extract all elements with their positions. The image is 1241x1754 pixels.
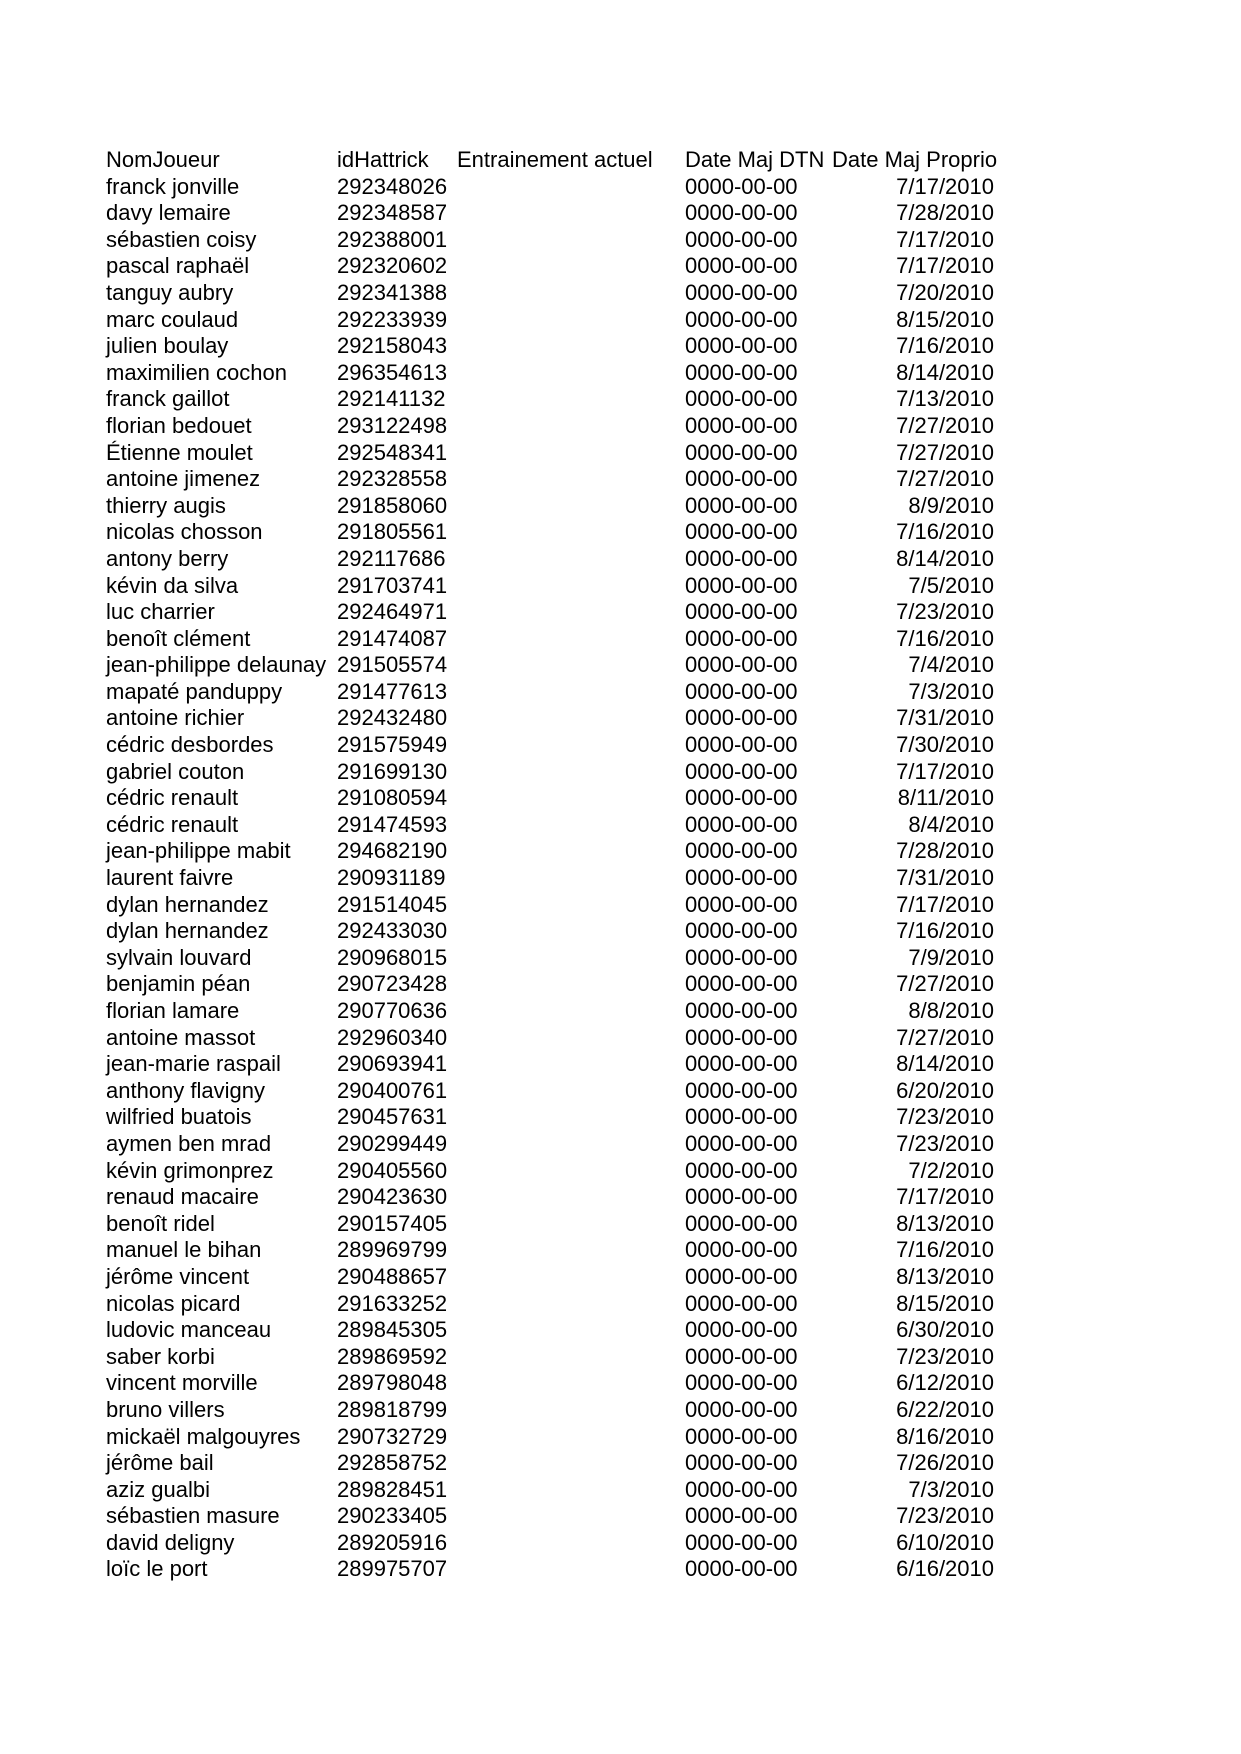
cell-nomjoueur: aziz gualbi — [106, 1476, 210, 1502]
cell-nomjoueur: antoine jimenez — [106, 466, 261, 492]
cell-nomjoueur: jérôme vincent — [106, 1263, 250, 1289]
cell-entrainement — [457, 918, 685, 945]
cell-idhattrick: 289969799 — [337, 1237, 448, 1263]
cell-nomjoueur: antoine massot — [106, 1024, 256, 1050]
cell-idhattrick: 292388001 — [337, 226, 448, 252]
cell-idhattrick: 292464971 — [337, 599, 448, 625]
cell-date-maj-proprio: 7/16/2010 — [896, 333, 994, 359]
cell-nomjoueur: dylan hernandez — [106, 918, 269, 944]
cell-nomjoueur: jean-philippe delaunay — [106, 652, 327, 678]
cell-idhattrick: 289828451 — [337, 1476, 448, 1502]
cell-idhattrick: 296354613 — [337, 359, 448, 385]
cell-date-maj-dtn: 0000-00-00 — [685, 1370, 798, 1396]
cell-date-maj-dtn: 0000-00-00 — [685, 1503, 798, 1529]
cell-idhattrick: 289869592 — [337, 1343, 448, 1369]
cell-date-maj-dtn: 0000-00-00 — [685, 1157, 798, 1183]
cell-date-maj-proprio: 7/17/2010 — [896, 1184, 994, 1210]
cell-idhattrick: 292433030 — [337, 918, 448, 944]
cell-date-maj-dtn: 0000-00-00 — [685, 1130, 798, 1156]
cell-nomjoueur: marc coulaud — [106, 306, 239, 332]
cell-nomjoueur: aymen ben mrad — [106, 1130, 272, 1156]
cell-date-maj-dtn: 0000-00-00 — [685, 1529, 798, 1555]
cell-entrainement — [457, 1211, 685, 1238]
cell-idhattrick: 290723428 — [337, 971, 448, 997]
cell-entrainement — [457, 759, 685, 786]
cell-date-maj-proprio: 6/12/2010 — [896, 1370, 994, 1396]
cell-date-maj-dtn: 0000-00-00 — [685, 1396, 798, 1422]
cell-idhattrick: 290732729 — [337, 1423, 448, 1449]
cell-date-maj-dtn: 0000-00-00 — [685, 1476, 798, 1502]
cell-entrainement — [457, 865, 685, 892]
cell-date-maj-proprio: 7/23/2010 — [896, 1503, 994, 1529]
cell-idhattrick: 290423630 — [337, 1184, 448, 1210]
cell-idhattrick: 292320602 — [337, 253, 448, 279]
cell-idhattrick: 292348587 — [337, 200, 448, 226]
cell-entrainement — [457, 998, 685, 1025]
cell-entrainement — [457, 1051, 685, 1078]
cell-idhattrick: 293122498 — [337, 412, 448, 438]
cell-date-maj-proprio: 7/16/2010 — [896, 918, 994, 944]
cell-entrainement — [457, 1291, 685, 1318]
cell-nomjoueur: thierry augis — [106, 492, 226, 518]
cell-date-maj-proprio: 7/30/2010 — [896, 732, 994, 758]
cell-entrainement — [457, 519, 685, 546]
cell-entrainement — [457, 1370, 685, 1397]
cell-date-maj-proprio: 8/16/2010 — [896, 1423, 994, 1449]
cell-entrainement — [457, 732, 685, 759]
cell-idhattrick: 289205916 — [337, 1529, 448, 1555]
cell-entrainement — [457, 413, 685, 440]
cell-date-maj-dtn: 0000-00-00 — [685, 1184, 798, 1210]
cell-entrainement — [457, 1184, 685, 1211]
cell-date-maj-proprio: 7/3/2010 — [908, 1476, 994, 1502]
cell-idhattrick: 291474087 — [337, 625, 448, 651]
cell-nomjoueur: renaud macaire — [106, 1184, 259, 1210]
cell-nomjoueur: manuel le bihan — [106, 1237, 262, 1263]
cell-date-maj-proprio: 6/16/2010 — [896, 1556, 994, 1582]
cell-entrainement — [457, 1503, 685, 1530]
cell-date-maj-proprio: 8/15/2010 — [896, 1290, 994, 1316]
cell-nomjoueur: laurent faivre — [106, 865, 234, 891]
cell-nomjoueur: tanguy aubry — [106, 279, 234, 305]
cell-idhattrick: 289818799 — [337, 1396, 448, 1422]
cell-date-maj-dtn: 0000-00-00 — [685, 1450, 798, 1476]
cell-date-maj-dtn: 0000-00-00 — [685, 1104, 798, 1130]
cell-entrainement — [457, 1344, 685, 1371]
cell-nomjoueur: wilfried buatois — [106, 1104, 252, 1130]
cell-date-maj-proprio: 7/27/2010 — [896, 466, 994, 492]
cell-nomjoueur: antony berry — [106, 545, 229, 571]
cell-date-maj-dtn: 0000-00-00 — [685, 1024, 798, 1050]
cell-date-maj-proprio: 7/17/2010 — [896, 253, 994, 279]
cell-date-maj-proprio: 7/20/2010 — [896, 279, 994, 305]
cell-date-maj-dtn: 0000-00-00 — [685, 386, 798, 412]
cell-idhattrick: 289798048 — [337, 1370, 448, 1396]
cell-date-maj-dtn: 0000-00-00 — [685, 811, 798, 837]
cell-date-maj-proprio: 8/15/2010 — [896, 306, 994, 332]
cell-entrainement — [457, 626, 685, 653]
cell-nomjoueur: benoît ridel — [106, 1210, 215, 1236]
cell-date-maj-proprio: 7/17/2010 — [896, 173, 994, 199]
cell-date-maj-proprio: 7/17/2010 — [896, 226, 994, 252]
cell-nomjoueur: loïc le port — [106, 1556, 208, 1582]
cell-date-maj-proprio: 7/3/2010 — [908, 678, 994, 704]
cell-date-maj-proprio: 6/30/2010 — [896, 1317, 994, 1343]
cell-nomjoueur: kévin da silva — [106, 572, 239, 598]
cell-date-maj-proprio: 7/28/2010 — [896, 838, 994, 864]
cell-entrainement — [457, 1424, 685, 1451]
cell-nomjoueur: mickaël malgouyres — [106, 1423, 301, 1449]
column-header-nomjoueur: NomJoueur — [106, 147, 220, 172]
cell-date-maj-proprio: 7/9/2010 — [908, 944, 994, 970]
cell-entrainement — [457, 1477, 685, 1504]
cell-entrainement — [457, 812, 685, 839]
cell-date-maj-dtn: 0000-00-00 — [685, 732, 798, 758]
cell-entrainement — [457, 1556, 685, 1583]
cell-date-maj-proprio: 7/31/2010 — [896, 705, 994, 731]
cell-nomjoueur: jérôme bail — [106, 1450, 214, 1476]
column-header-entrainement-actuel: Entrainement actuel — [457, 147, 653, 172]
cell-entrainement — [457, 174, 685, 201]
cell-date-maj-dtn: 0000-00-00 — [685, 599, 798, 625]
cell-date-maj-dtn: 0000-00-00 — [685, 838, 798, 864]
cell-idhattrick: 292158043 — [337, 333, 448, 359]
cell-idhattrick: 291505574 — [337, 652, 448, 678]
cell-date-maj-proprio: 6/22/2010 — [896, 1396, 994, 1422]
cell-nomjoueur: antoine richier — [106, 705, 245, 731]
cell-date-maj-dtn: 0000-00-00 — [685, 466, 798, 492]
cell-idhattrick: 291703741 — [337, 572, 448, 598]
cell-idhattrick: 290157405 — [337, 1210, 448, 1236]
cell-date-maj-dtn: 0000-00-00 — [685, 891, 798, 917]
cell-entrainement — [457, 785, 685, 812]
cell-nomjoueur: anthony flavigny — [106, 1077, 265, 1103]
cell-date-maj-proprio: 7/16/2010 — [896, 625, 994, 651]
cell-nomjoueur: jean-marie raspail — [106, 1051, 281, 1077]
cell-idhattrick: 290400761 — [337, 1077, 448, 1103]
cell-idhattrick: 290968015 — [337, 944, 448, 970]
cell-date-maj-proprio: 7/27/2010 — [896, 439, 994, 465]
cell-nomjoueur: vincent morville — [106, 1370, 258, 1396]
cell-date-maj-proprio: 7/28/2010 — [896, 200, 994, 226]
cell-nomjoueur: luc charrier — [106, 599, 215, 625]
cell-date-maj-proprio: 7/2/2010 — [908, 1157, 994, 1183]
cell-nomjoueur: cédric renault — [106, 785, 239, 811]
cell-date-maj-dtn: 0000-00-00 — [685, 758, 798, 784]
cell-entrainement — [457, 440, 685, 467]
cell-idhattrick: 290693941 — [337, 1051, 448, 1077]
cell-idhattrick: 292328558 — [337, 466, 448, 492]
cell-idhattrick: 291858060 — [337, 492, 448, 518]
cell-idhattrick: 292341388 — [337, 279, 448, 305]
cell-nomjoueur: dylan hernandez — [106, 891, 269, 917]
cell-entrainement — [457, 838, 685, 865]
cell-idhattrick: 290770636 — [337, 998, 448, 1023]
cell-nomjoueur: cédric desbordes — [106, 732, 274, 758]
cell-entrainement — [457, 227, 685, 254]
cell-nomjoueur: nicolas picard — [106, 1290, 241, 1316]
cell-date-maj-dtn: 0000-00-00 — [685, 200, 798, 226]
cell-entrainement — [457, 1450, 685, 1477]
cell-entrainement — [457, 200, 685, 227]
cell-nomjoueur: florian lamare — [106, 998, 240, 1023]
cell-date-maj-proprio: 7/27/2010 — [896, 1024, 994, 1050]
cell-entrainement — [457, 333, 685, 360]
cell-date-maj-proprio: 8/11/2010 — [897, 785, 994, 811]
cell-date-maj-dtn: 0000-00-00 — [685, 1210, 798, 1236]
cell-date-maj-dtn: 0000-00-00 — [685, 918, 798, 944]
cell-entrainement — [457, 945, 685, 972]
cell-nomjoueur: sylvain louvard — [106, 944, 252, 970]
cell-idhattrick: 290488657 — [337, 1263, 448, 1289]
cell-date-maj-dtn: 0000-00-00 — [685, 519, 798, 545]
cell-entrainement — [457, 652, 685, 679]
cell-date-maj-dtn: 0000-00-00 — [685, 971, 798, 997]
cell-idhattrick: 289975707 — [337, 1556, 448, 1582]
cell-idhattrick: 292548341 — [337, 439, 448, 465]
cell-date-maj-dtn: 0000-00-00 — [685, 572, 798, 598]
cell-idhattrick: 292141132 — [337, 386, 446, 412]
cell-idhattrick: 290405560 — [337, 1157, 448, 1183]
cell-idhattrick: 292117686 — [337, 545, 446, 571]
cell-date-maj-proprio: 7/23/2010 — [896, 1104, 994, 1130]
cell-date-maj-proprio: 7/31/2010 — [896, 865, 994, 891]
cell-idhattrick: 292432480 — [337, 705, 448, 731]
cell-entrainement — [457, 1397, 685, 1424]
cell-entrainement — [457, 253, 685, 280]
cell-date-maj-dtn: 0000-00-00 — [685, 1343, 798, 1369]
cell-date-maj-proprio: 7/4/2010 — [908, 652, 994, 678]
cell-entrainement — [457, 466, 685, 493]
cell-entrainement — [457, 546, 685, 573]
cell-idhattrick: 290457631 — [337, 1104, 448, 1130]
cell-entrainement — [457, 892, 685, 919]
cell-date-maj-proprio: 7/23/2010 — [896, 1130, 994, 1156]
cell-nomjoueur: franck jonville — [106, 173, 240, 199]
cell-date-maj-dtn: 0000-00-00 — [685, 439, 798, 465]
cell-entrainement — [457, 705, 685, 732]
cell-entrainement — [457, 971, 685, 998]
cell-nomjoueur: franck gaillot — [106, 386, 230, 412]
cell-date-maj-proprio: 8/14/2010 — [896, 359, 994, 385]
cell-nomjoueur: nicolas chosson — [106, 519, 263, 545]
cell-date-maj-proprio: 7/23/2010 — [896, 1343, 994, 1369]
cell-idhattrick: 291514045 — [337, 891, 448, 917]
cell-idhattrick: 291575949 — [337, 732, 448, 758]
cell-date-maj-dtn: 0000-00-00 — [685, 333, 798, 359]
cell-date-maj-proprio: 7/17/2010 — [896, 758, 994, 784]
cell-date-maj-dtn: 0000-00-00 — [685, 678, 798, 704]
cell-nomjoueur: julien boulay — [106, 333, 229, 359]
cell-date-maj-proprio: 7/17/2010 — [896, 891, 994, 917]
cell-idhattrick: 294682190 — [337, 838, 448, 864]
cell-date-maj-proprio: 8/13/2010 — [896, 1263, 994, 1289]
cell-date-maj-proprio: 8/4/2010 — [908, 811, 994, 837]
cell-entrainement — [457, 1131, 685, 1158]
cell-nomjoueur: david deligny — [106, 1529, 235, 1555]
cell-date-maj-dtn: 0000-00-00 — [685, 412, 798, 438]
cell-nomjoueur: kévin grimonprez — [106, 1157, 274, 1183]
cell-date-maj-proprio: 7/16/2010 — [896, 1237, 994, 1263]
cell-date-maj-dtn: 0000-00-00 — [685, 492, 798, 518]
cell-date-maj-proprio: 7/5/2010 — [908, 572, 994, 598]
cell-nomjoueur: Étienne moulet — [106, 439, 253, 465]
cell-idhattrick: 292233939 — [337, 306, 448, 332]
cell-date-maj-dtn: 0000-00-00 — [685, 625, 798, 651]
cell-nomjoueur: benoît clément — [106, 625, 251, 651]
cell-idhattrick: 290299449 — [337, 1130, 448, 1156]
cell-entrainement — [457, 1530, 685, 1557]
cell-date-maj-dtn: 0000-00-00 — [685, 1051, 798, 1077]
cell-entrainement — [457, 679, 685, 706]
cell-date-maj-dtn: 0000-00-00 — [685, 1556, 798, 1582]
cell-idhattrick: 291477613 — [337, 678, 448, 704]
cell-date-maj-dtn: 0000-00-00 — [685, 1263, 798, 1289]
cell-date-maj-dtn: 0000-00-00 — [685, 173, 798, 199]
cell-entrainement — [457, 493, 685, 520]
cell-date-maj-dtn: 0000-00-00 — [685, 1423, 798, 1449]
cell-date-maj-dtn: 0000-00-00 — [685, 279, 798, 305]
column-header-idhattrick: idHattrick — [337, 147, 429, 172]
cell-date-maj-dtn: 0000-00-00 — [685, 545, 798, 571]
cell-entrainement — [457, 1078, 685, 1105]
cell-date-maj-dtn: 0000-00-00 — [685, 652, 798, 678]
cell-date-maj-dtn: 0000-00-00 — [685, 865, 798, 891]
cell-nomjoueur: sébastien masure — [106, 1503, 280, 1529]
cell-nomjoueur: davy lemaire — [106, 200, 231, 226]
cell-nomjoueur: gabriel couton — [106, 758, 245, 784]
cell-date-maj-proprio: 8/9/2010 — [908, 492, 994, 518]
cell-entrainement — [457, 1317, 685, 1344]
cell-date-maj-dtn: 0000-00-00 — [685, 306, 798, 332]
cell-entrainement — [457, 599, 685, 626]
cell-idhattrick: 292858752 — [337, 1450, 448, 1476]
cell-date-maj-dtn: 0000-00-00 — [685, 944, 798, 970]
cell-date-maj-dtn: 0000-00-00 — [685, 226, 798, 252]
cell-entrainement — [457, 573, 685, 600]
cell-nomjoueur: bruno villers — [106, 1396, 225, 1422]
cell-entrainement — [457, 1025, 685, 1052]
cell-date-maj-dtn: 0000-00-00 — [685, 705, 798, 731]
cell-date-maj-proprio: 6/20/2010 — [896, 1077, 994, 1103]
cell-entrainement — [457, 360, 685, 387]
cell-entrainement — [457, 280, 685, 307]
cell-date-maj-proprio: 8/8/2010 — [908, 998, 994, 1023]
cell-nomjoueur: sébastien coisy — [106, 226, 257, 252]
cell-date-maj-proprio: 7/13/2010 — [896, 386, 994, 412]
cell-date-maj-dtn: 0000-00-00 — [685, 253, 798, 279]
cell-idhattrick: 291633252 — [337, 1290, 448, 1316]
cell-entrainement — [457, 1158, 685, 1185]
cell-date-maj-proprio: 8/14/2010 — [896, 1051, 994, 1077]
player-table — [106, 147, 998, 1583]
column-header-date-maj-dtn: Date Maj DTN — [685, 147, 825, 172]
cell-date-maj-dtn: 0000-00-00 — [685, 785, 798, 811]
cell-date-maj-dtn: 0000-00-00 — [685, 1237, 798, 1263]
cell-nomjoueur: mapaté panduppy — [106, 678, 283, 704]
cell-idhattrick: 291080594 — [337, 785, 448, 811]
cell-nomjoueur: benjamin péan — [106, 971, 251, 997]
cell-idhattrick: 291474593 — [337, 811, 448, 837]
cell-date-maj-proprio: 7/27/2010 — [896, 971, 994, 997]
cell-idhattrick: 290931189 — [337, 865, 446, 891]
cell-idhattrick: 291805561 — [337, 519, 448, 545]
cell-date-maj-dtn: 0000-00-00 — [685, 1317, 798, 1343]
cell-date-maj-dtn: 0000-00-00 — [685, 1290, 798, 1316]
cell-date-maj-proprio: 7/27/2010 — [896, 412, 994, 438]
cell-date-maj-proprio: 7/16/2010 — [896, 519, 994, 545]
cell-nomjoueur: cédric renault — [106, 811, 239, 837]
cell-idhattrick: 291699130 — [337, 758, 448, 784]
cell-date-maj-dtn: 0000-00-00 — [685, 998, 798, 1023]
cell-date-maj-dtn: 0000-00-00 — [685, 1077, 798, 1103]
cell-date-maj-proprio: 6/10/2010 — [896, 1529, 994, 1555]
cell-date-maj-proprio: 7/23/2010 — [896, 599, 994, 625]
cell-idhattrick: 289845305 — [337, 1317, 448, 1343]
cell-nomjoueur: ludovic manceau — [106, 1317, 272, 1343]
cell-idhattrick: 292348026 — [337, 173, 448, 199]
cell-entrainement — [457, 307, 685, 334]
cell-entrainement — [457, 386, 685, 413]
cell-nomjoueur: pascal raphaël — [106, 253, 250, 279]
cell-nomjoueur: maximilien cochon — [106, 359, 287, 385]
cell-nomjoueur: florian bedouet — [106, 412, 252, 438]
cell-date-maj-proprio: 8/14/2010 — [896, 545, 994, 571]
cell-nomjoueur: jean-philippe mabit — [106, 838, 291, 864]
cell-date-maj-proprio: 8/13/2010 — [896, 1210, 994, 1236]
column-header-date-maj-proprio: Date Maj Proprio — [832, 147, 998, 172]
cell-entrainement — [457, 1104, 685, 1131]
cell-idhattrick: 292960340 — [337, 1024, 448, 1050]
cell-nomjoueur: saber korbi — [106, 1343, 215, 1369]
cell-date-maj-dtn: 0000-00-00 — [685, 359, 798, 385]
cell-entrainement — [457, 1237, 685, 1264]
cell-date-maj-proprio: 7/26/2010 — [896, 1450, 994, 1476]
cell-entrainement — [457, 1264, 685, 1291]
cell-idhattrick: 290233405 — [337, 1503, 448, 1529]
